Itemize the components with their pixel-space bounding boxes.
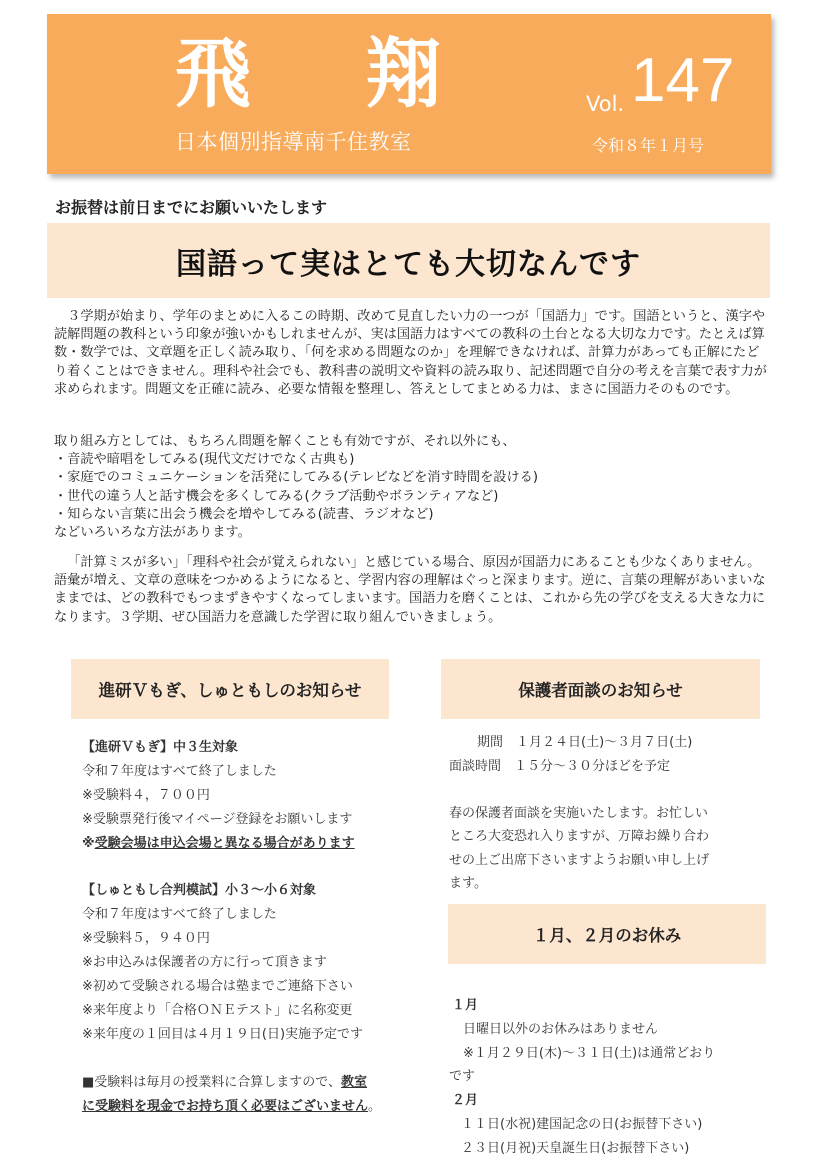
spacer: [82, 1047, 381, 1071]
makeup-notice: お振替は前日までにお願いいたします: [55, 198, 328, 217]
february-line: ２３日(月祝)天皇誕生日(お振替下さい): [461, 1140, 690, 1156]
venue-note-prefix: ※: [82, 835, 95, 851]
list-item: ・家庭でのコミュニケーションを活発にしてみる(テレビなどを消す時間を設ける): [54, 470, 538, 486]
holiday-section-title: １月、２月のお休み: [448, 904, 766, 964]
interview-body-line: 春の保護者面談を実施いたします。お忙しい: [449, 805, 708, 821]
shinken-line: 令和７年度はすべて終了しました: [82, 763, 277, 779]
list-item: ・世代の違う人と話す機会を多くしてみる(クラブ活動やボランティアなど): [54, 488, 499, 504]
interview-body-line: ます。: [449, 876, 487, 891]
venue-note-text: 受験会場は申込会場と異なる場合があります: [94, 835, 355, 851]
school-name: 日本個別指導南千住教室: [175, 130, 412, 154]
shutomoshi-heading: 【しゅともし合判模試】小３～小６対象: [82, 883, 317, 899]
january-line: です: [449, 1069, 476, 1085]
shutomoshi-line: ※お申込みは保護者の方に行って頂きます: [82, 955, 327, 971]
holiday-section-body: [449, 994, 715, 1161]
interview-section-title: 保護者面談のお知らせ: [441, 659, 760, 719]
shutomoshi-line: ※来年度の１回目は４月１９日(日)実施予定です: [82, 1026, 364, 1042]
article-paragraph-3: 「計算ミスが多い」「理科や社会が覚えられない」と感じている場合、原因が国語力にあることも少なくありません。語彙が増え、文章の意味をつかめるようになると、学習内容の理解はぐっと深まります。逆に、言葉の理解があいまいなままでは、どの教科でもつまずきやすくなってしまいます。国語力を磨くことは、これから先の学びを支える大きな力になります。３学期、ぜひ国語力を意識した学習に取り組んでいきましょう。: [54, 555, 766, 625]
masthead-title: 飛 翔: [175, 29, 486, 118]
fee-note-line-2: [82, 1095, 381, 1119]
january-line: 日曜日以外のお休みはありません: [463, 1021, 659, 1037]
january-label: １月: [452, 998, 479, 1013]
shinken-venue-note: [82, 832, 381, 856]
shutomoshi-line: 令和７年度はすべて終了しました: [82, 907, 277, 923]
spacer: [82, 856, 381, 880]
list-item: ・音読や暗唱をしてみる(現代文だけでなく古典も): [54, 452, 355, 468]
exam-section-title: 進研Ｖもぎ、しゅともしのお知らせ: [71, 659, 389, 719]
headline-box: [47, 223, 770, 298]
shinken-heading: 【進研Ｖもぎ】中３生対象: [82, 740, 239, 755]
shinken-line: ※受験料４，７００円: [82, 787, 210, 803]
fee-note-prefix: ■受験料は毎月の授業料に合算しますので、: [82, 1074, 342, 1090]
interview-section-body: [449, 731, 709, 896]
headline: 国語って実はとても大切なんです: [176, 246, 641, 282]
fee-note-line-1: [82, 1071, 381, 1095]
fee-note-end: 。: [368, 1098, 382, 1114]
issue-date: 令和８年１月号: [592, 136, 705, 155]
shutomoshi-line: ※受験料５，９４０円: [82, 931, 210, 947]
article-paragraph-1: ３学期が始まり、学年のまとめに入るこの時期、改めて見直したい力の一つが「国語力」です。国語というと、漢字や読解問題の教科という印象が強いかもしれませんが、実は国語力はすべての教科の土台となる大切な力です。たとえば算数・数学では、文章題を正しく読み取り、「何を求める問題なのか」を理解できなければ、計算力があっても正解にたどり着くことはできません。理科や社会でも、教科書の説明文や資料の読み取り、記述問題で自分の考えを言葉で表す力が求められます。問題文を正確に読み、必要な情報を整理し、答えとしてまとめる力は、まさに国語力そのものです。: [54, 309, 767, 397]
fee-note-emph-1: 教室: [341, 1074, 368, 1090]
shinken-line: ※受験票発行後マイページ登録をお願いします: [82, 811, 353, 827]
interview-duration: 面談時間 １５分～３０分ほどを予定: [449, 758, 671, 774]
shutomoshi-line: ※初めて受験される場合は塾までご連絡下さい: [82, 979, 353, 995]
volume-number: 147: [631, 46, 735, 115]
volume-label: Vol.: [586, 92, 625, 116]
interview-body-line: ところ大変恐れ入りますが、万障お繰り合わ: [449, 829, 710, 844]
fee-note-emph-2: に受験料を現金でお持ち頂く必要はございません: [82, 1098, 369, 1114]
article-paragraph-2: [54, 433, 772, 542]
january-line: ※１月２９日(木)～３１日(土)は通常どおり: [463, 1045, 716, 1061]
exam-section-body: [82, 736, 381, 1118]
spacer: [449, 778, 709, 802]
february-line: １１日(水祝)建国記念の日(お振替下さい): [461, 1116, 703, 1132]
interview-period: 期間 １月２４日(土)～３月７日(土): [477, 735, 693, 750]
february-label: ２月: [452, 1093, 479, 1109]
paragraph-line: などいろいろな方法があります。: [54, 525, 251, 541]
paragraph-line: 取り組み方としては、もちろん問題を解くことも有効ですが、それ以外にも、: [54, 434, 516, 449]
header-banner: [47, 14, 771, 174]
list-item: ・知らない言葉に出会う機会を増やしてみる(読書、ラジオなど): [54, 506, 434, 522]
interview-body-line: せの上ご出席下さいますようお願い申し上げ: [449, 852, 710, 868]
shutomoshi-line: ※来年度より「合格ＯＮＥテスト」に名称変更: [82, 1002, 353, 1018]
